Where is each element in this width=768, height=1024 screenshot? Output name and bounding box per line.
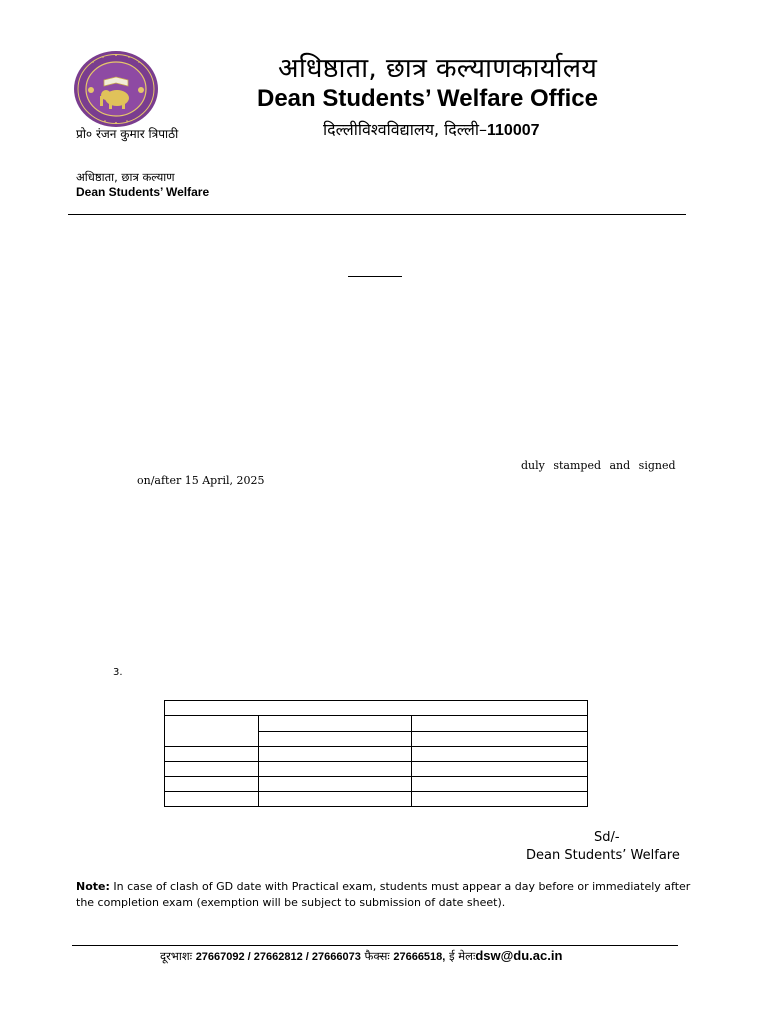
email-label: ई मेलः — [449, 949, 476, 963]
table-cell — [165, 747, 259, 762]
table-row — [165, 716, 588, 732]
date-text: on/after 15 April, 2025 — [137, 474, 265, 487]
table-cell — [259, 716, 412, 732]
fax-number: 27666518, — [393, 951, 446, 963]
table-cell — [259, 731, 412, 747]
table-cell — [412, 716, 588, 732]
table-cell — [412, 747, 588, 762]
sender-designation-hindi: अधिष्ठाता, छात्र कल्याण — [76, 170, 175, 184]
office-address — [323, 118, 540, 140]
note-text: In case of clash of GD date with Practical exam, students must appear a day before or immediately after the completion exam (exemption will be subject to submission of date sheet). — [76, 880, 691, 909]
table-row — [165, 701, 588, 716]
table-cell — [412, 731, 588, 747]
header-divider — [68, 214, 686, 215]
email-address: dsw@du.ac.in — [475, 948, 563, 963]
table-cell — [412, 777, 588, 792]
fax-label: फैक्सः — [364, 949, 390, 963]
office-title-english: Dean Students’ Welfare Office — [257, 85, 598, 112]
item-number: 3. — [113, 667, 123, 678]
note-label: Note: — [76, 880, 110, 893]
sender-designation-english: Dean Students’ Welfare — [76, 185, 210, 199]
table-row — [165, 747, 588, 762]
table-row — [165, 762, 588, 777]
table-cell — [165, 716, 259, 747]
table-cell — [412, 792, 588, 807]
phone-label: दूरभाशः — [160, 949, 193, 963]
sender-name-hindi: प्रो० रंजन कुमार त्रिपाठी — [76, 127, 179, 141]
table-cell — [259, 747, 412, 762]
stamped-text: duly stamped and signed — [521, 459, 676, 472]
table-cell — [165, 777, 259, 792]
phone-numbers: 27667092 / 27662812 / 27666073 — [195, 951, 361, 963]
footer-divider — [72, 945, 678, 946]
table-row — [165, 792, 588, 807]
address-hindi: दिल्लीविश्वविद्यालय, दिल्ली– — [323, 120, 487, 139]
table-cell — [259, 792, 412, 807]
table-cell — [165, 762, 259, 777]
signature-sd: Sd/- — [594, 830, 620, 845]
address-pincode: 110007 — [487, 122, 540, 139]
table-cell — [165, 701, 588, 716]
table-cell — [165, 792, 259, 807]
signatory-title: Dean Students’ Welfare — [526, 848, 680, 863]
table-cell — [259, 777, 412, 792]
university-seal-logo — [73, 50, 159, 128]
note-paragraph — [76, 879, 696, 911]
schedule-table — [164, 700, 588, 807]
subject-underline — [348, 276, 402, 277]
table-cell — [259, 762, 412, 777]
table-cell — [412, 762, 588, 777]
office-title-hindi: अधिष्ठाता, छात्र कल्याणकार्यालय — [278, 53, 598, 84]
footer-contact — [160, 948, 562, 964]
table-row — [165, 777, 588, 792]
